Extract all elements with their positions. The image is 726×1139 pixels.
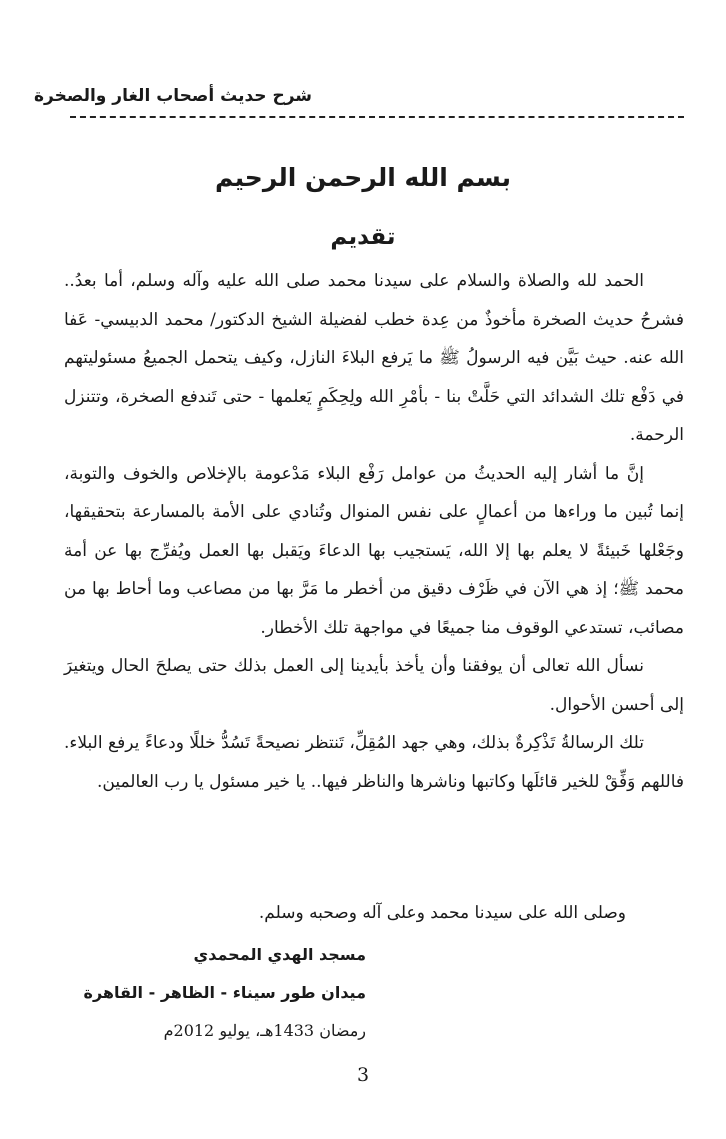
- signature-address: ميدان طور سيناء - الظاهر - القاهرة: [83, 983, 366, 1002]
- signature-date: رمضان 1433هـ، يوليو 2012م: [163, 1021, 366, 1040]
- section-title: تقديم: [330, 224, 396, 250]
- basmala-heading: بسم الله الرحمن الرحيم: [215, 163, 511, 192]
- signature-block: [66, 936, 366, 1050]
- signature-organization: مسجد الهدي المحمدي: [193, 945, 366, 964]
- closing-prayer: وصلى الله على سيدنا محمد وعلى آله وصحبه وسلم.: [258, 903, 626, 923]
- header-divider: [70, 116, 684, 118]
- page-number: 3: [356, 1064, 370, 1086]
- running-header-title: شرح حديث أصحاب الغار والصخرة: [33, 86, 312, 106]
- paragraph-1: الحمد لله والصلاة والسلام على سيدنا محمد صلى الله عليه وآله وسلم، أما بعدُ.. فشرحُ حديث الصخرة مأخوذٌ من عِدة خطب لفضيلة الشيخ الدكتور/ محمد الدبيسي- عَفا الله عنه. حيث بَيَّن فيه الرسولُ ﷺ ما يَرفع البلاءَ النازل، وكيف يتحمل الجميعُ مسئوليتهم في دَفْع تلك الشدائد التي حَلَّتْ بنا - بأمْرِ الله ولِحِكَمٍ يَعلمها - حتى تَندفع الصخرة، وتتنزل الرحمة.: [64, 271, 684, 445]
- body-text: [64, 262, 684, 801]
- paragraph-3: نسأل الله تعالى أن يوفقنا وأن يأخذ بأيدينا إلى العمل بذلك حتى يصلحَ الحال ويتغيرَ إلى أحسن الأحوال.: [64, 656, 684, 715]
- paragraph-2: إنَّ ما أشار إليه الحديثُ من عوامل رَفْع البلاء مَدْعومة بالإخلاص والخوف والتوبة، إنما تُبين ما وراءها من أعمالٍ على نفس المنوال وتُنادي على الأمة بالمسارعة بتحقيقها، وجَعْلها خَبيئةً لا يعلم بها إلا الله، يَستجيب بها الدعاءَ ويَقبل بها العمل ويُفرِّج بها عن أمة محمد ﷺ؛ إذ هي الآن في ظَرْف دقيق من أخطر ما مَرَّ بها من مصاعب وما أحاط بها من مصائب، تستدعي الوقوف منا جميعًا في مواجهة تلك الأخطار.: [64, 463, 684, 638]
- paragraph-4: تلك الرسالةُ تَذْكِرةٌ بذلك، وهي جهد المُقِلِّ، تَنتظر نصيحةً تَسُدُّ خللًا ودعاءً يرفع البلاء. فاللهم وَفِّقْ للخير قائلَها وكاتبها وناشرها والناظر فيها.. يا خير مسئول يا رب العالمين.: [64, 733, 684, 792]
